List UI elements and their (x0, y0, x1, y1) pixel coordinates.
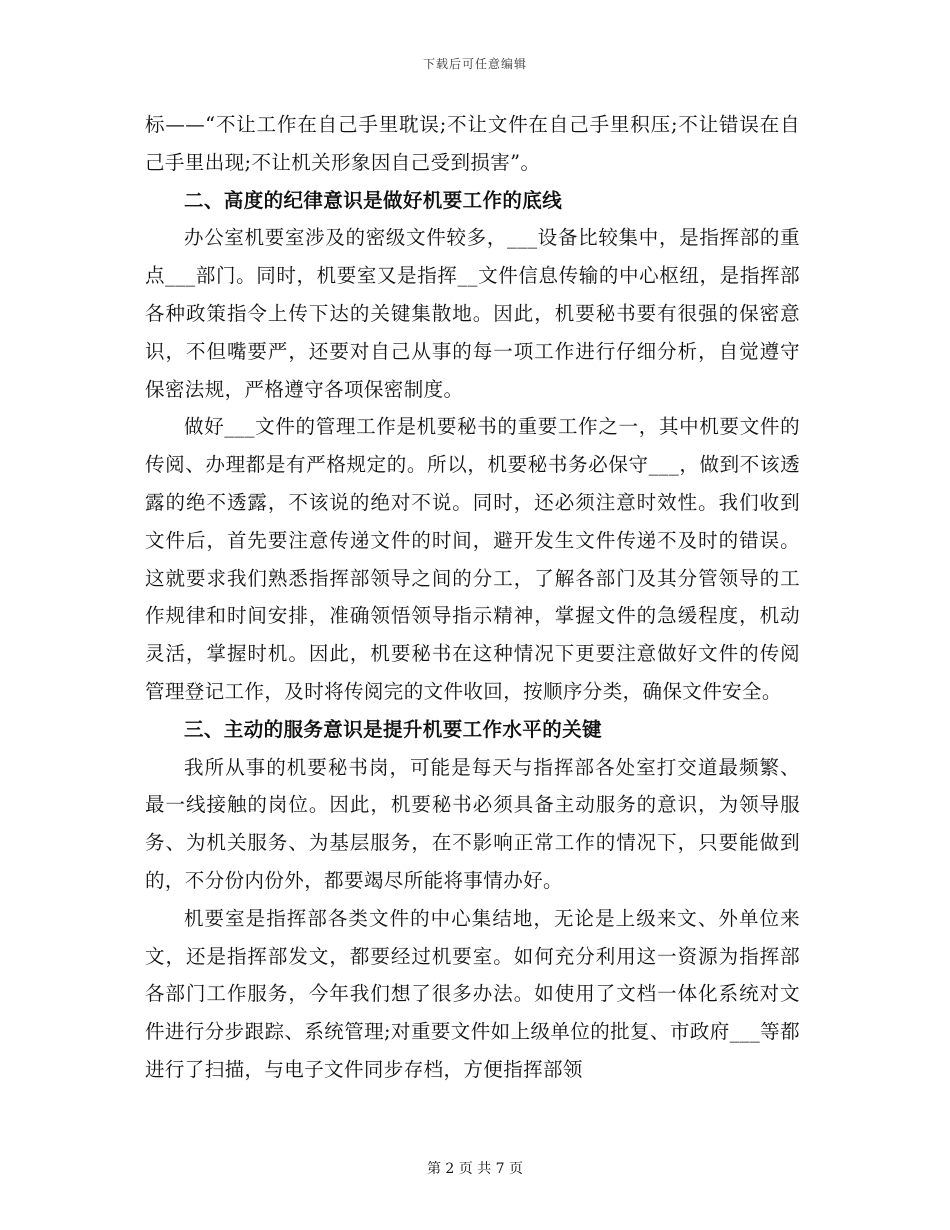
paragraph: 机要室是指挥部各类文件的中心集结地，无论是上级来文、外单位来文，还是指挥部发文，都要经过机要室。如何充分利用这一资源为指挥部各部门工作服务，今年我们想了很多办法。如使用了文档一体化系统对文件进行分步跟踪、系统管理;对重要文件如上级单位的批复、市政府___等都进行了扫描，与电子文件同步存档，方便指挥部领 (145, 906, 800, 1081)
paragraph: 我所从事的机要秘书岗，可能是每天与指挥部各处室打交道最频繁、最一线接触的岗位。因此，机要秘书必须具备主动服务的意识，为领导服务、为机关服务、为基层服务，在不影响正常工作的情况下，只要能做到的，不分份内份外，都要竭尽所能将事情办好。 (145, 755, 800, 892)
paragraph: 做好___文件的管理工作是机要秘书的重要工作之一，其中机要文件的传阅、办理都是有严格规定的。所以，机要秘书务必保守___，做到不该透露的绝不透露，不该说的绝对不说。同时，还必须注意时效性。我们收到文件后，首先要注意传递文件的时间，避开发生文件传递不及时的错误。这就要求我们熟悉指挥部领导之间的分工，了解各部门及其分管领导的工作规律和时间安排，准确领悟领导指示精神，掌握文件的急缓程度，机动灵活，掌握时机。因此，机要秘书在这种情况下更要注意做好文件的传阅管理登记工作，及时将传阅完的文件收回，按顺序分类，确保文件安全。 (145, 415, 800, 703)
header-note: 下载后可任意编辑 (422, 57, 527, 71)
section-heading-3: 三、主动的服务意识是提升机要工作水平的关键 (184, 717, 602, 741)
section-heading-2: 二、高度的纪律意识是做好机要工作的底线 (184, 188, 563, 212)
paragraph: 办公室机要室涉及的密级文件较多，___设备比较集中，是指挥部的重点___部门。同时，机要室又是指挥__文件信息传输的中心枢纽，是指挥部各种政策指令上传下达的关键集散地。因此，机要秘书要有很强的保密意识，不但嘴要严，还要对自己从事的每一项工作进行仔细分析，自觉遵守保密法规，严格遵守各项保密制度。 (145, 226, 800, 401)
document-body (145, 106, 800, 1089)
paragraph-continued: 标——“不让工作在自己手里耽误;不让文件在自己手里积压;不让错误在自己手里出现;不让机关形象因自己受到损害”。 (145, 113, 800, 174)
page-number: 第 2 页 共 7 页 (426, 1161, 524, 1177)
